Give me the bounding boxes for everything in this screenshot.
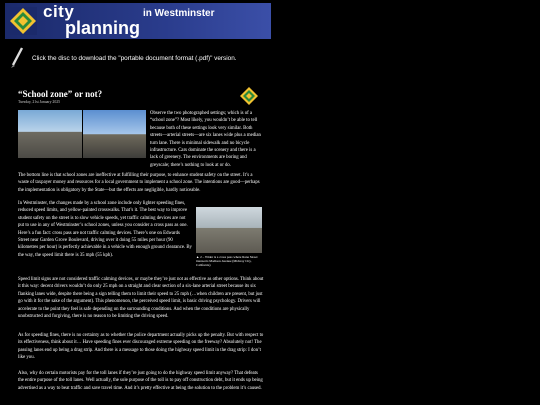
site-banner[interactable] [5,3,271,39]
paragraph-3: In Westminster, the changes made by a school zone include only lighter speeding fines, reduced speed limits, and yellow-painted crosswalks. That’s it. The best way to improve student safety on the street is to slow vehicle speeds, yet traffic calming devices are not put to use in any of Westminster’s school zones, unless you consider a cross pass as one. Here’s a fun fact: cross pass are not traffic calming devices. There’s one on Edwards Street near Garden Grove Boulevard, driving over it doing 55 miles per hour (90 kilometres per hour) is perfectly achievable in a vehicle with enough ground clearance. By the way, the speed limit there is 35 mph (55 kph). [18,201,192,258]
paragraph-4: Speed limit signs are not considered traffic calming devices, or maybe they’re just not as effective as other options. Think about it this way: decent drivers wouldn’t do only 25 mph on a straight and clear section of a six-lane arterial street because its six flanking lanes wide, despite there being a sign telling them to limit their speed to 25 mph (…when children are present, but just go with it for the sake of the argument). This phenomenon, the perceived speed limit, is basic driving psychology. Drivers will accelerate to the point they feel is safe depending on the surrounding conditions. And when the conditions are physically unobstructed and forgiving, there is no reason to be limiting the driving speed. [18,277,264,320]
city-logo-icon [9,7,37,35]
article-title: “School zone” or not? [18,89,103,99]
article-date: Tuesday, 21st January 2025 [18,100,61,104]
download-row [10,47,237,69]
download-instruction: Click the disc to download the "portable document format (.pdf)" version. [32,54,237,62]
comparison-photos [18,110,146,158]
paragraph-2: The bottom line is that school zones are ineffective at fulfilling their purpose, to enhance student safety on the street. It’s a waste of taxpayer money and resources for a local government to implement a school zone. The intentions are good—perhaps the implementation is obligatory by the State—but the effects are negligible, hardly noticeable. [18,173,260,193]
emblem-icon [240,87,258,105]
banner-city: city [43,3,75,21]
banner-subtitle: in Westminster [143,8,215,19]
banner-planning: planning [65,18,140,38]
street-photo-2 [83,110,147,158]
paragraph-1: Observe the two photographed settings; which is of a “school zone”? Most likely, you wouldn’t be able to tell because both of these settings look very similar. Both streets—arterial streets—are six lanes wide plus a median turn lane. There is minimal sidewalk and no bicycle infrastructure. Cars dominate the scenery and there is a lack of greenery. The environments are boring and greyscale; there’s nothing to look at or do. [150,111,261,168]
pen-disc-icon[interactable] [10,47,24,69]
cross-pass-photo [196,207,262,253]
photo-caption: ▲ 2 – Wider is a cross pass where Rana Street intersects Madison Avenue (Midway City, California) [196,255,258,268]
paragraph-5: As for speeding fines, there is no certainty as to whether the police department actually picks up the penalty. But with respect to its effectiveness, think about it… Have speeding fines ever discouraged extreme speeding on the freeway? Absolutely not! The passing lanes end up being a drag strip. And there is a message to those doing the highway speed limit in the drag strip: I don’t like you. [18,333,264,361]
street-photo-1 [18,110,82,158]
paragraph-6: Also, why do certain motorists pay for the toll lanes if they’re just going to do the highway speed limit anyway? That defeats the entire purpose of the toll lanes. Well actually, the sole purpose of the toll is to pay off construction debt, but it ends up being advertised as a way to beat traffic and save travel time. And it’s pretty effective at being the solution to the problem it’s caused. [18,371,263,391]
